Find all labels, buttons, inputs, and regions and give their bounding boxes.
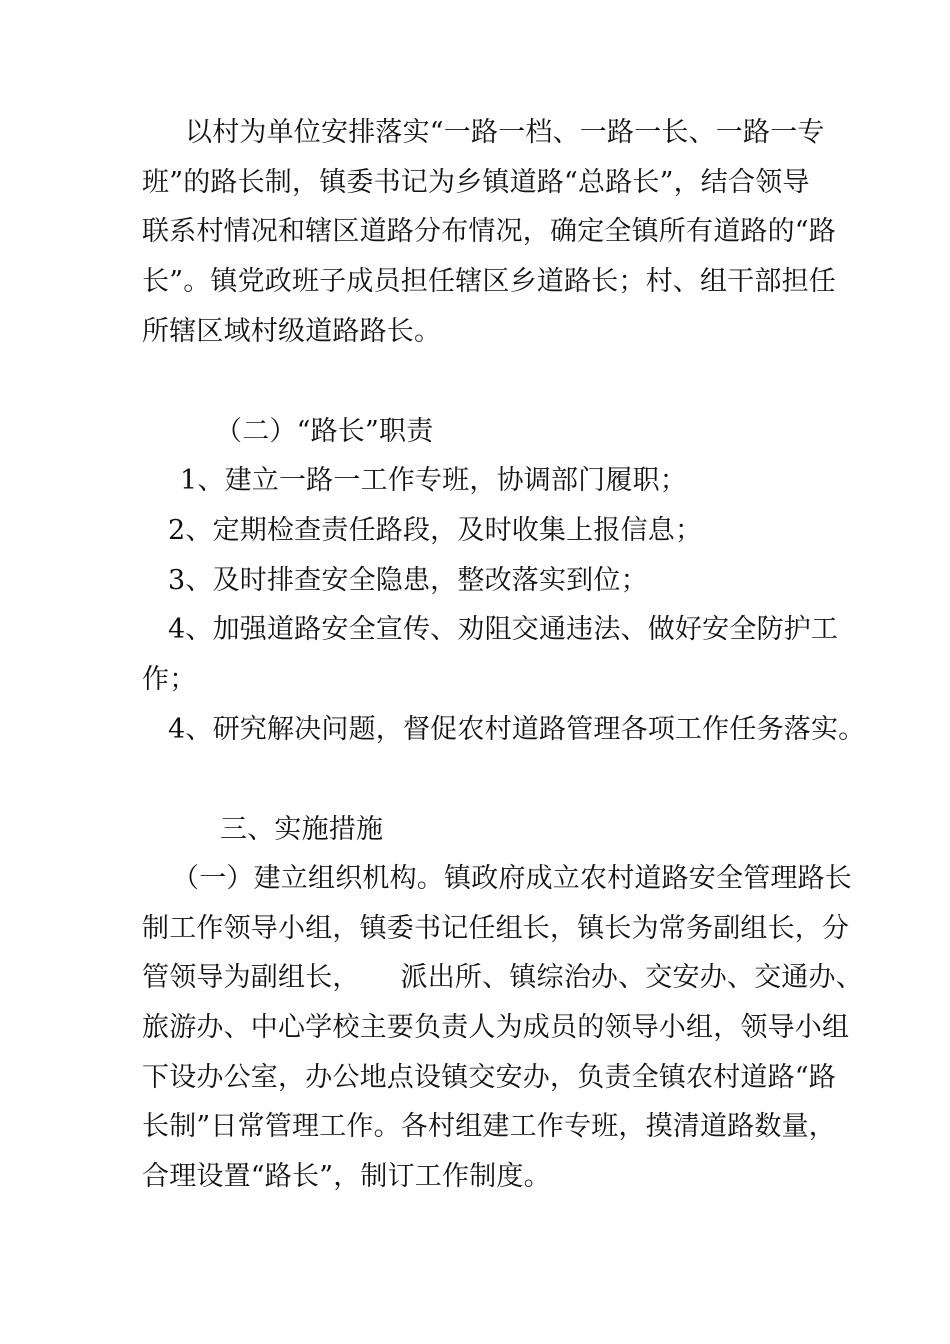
paragraph-1-line-5: 所辖区域村级道路路长。 <box>142 316 442 347</box>
duty-item-3: 3、及时排查安全隐患，整改落实到位； <box>168 565 648 596</box>
paragraph-1-line-2: 班”的路长制，镇委书记为乡镇道路“总路长”，结合领导 <box>142 167 810 198</box>
measures-line-3: 管领导为副组长， 派出所、镇综治办、交安办、交通办、 <box>142 962 863 993</box>
measures-line-5: 下设办公室，办公地点设镇交安办，负责全镇农村道路“路 <box>142 1062 837 1093</box>
measures-line-2: 制工作领导小组，镇委书记任组长，镇长为常务副组长，分 <box>142 913 850 944</box>
measures-line-7: 合理设置“路长”，制订工作制度。 <box>142 1161 551 1192</box>
measures-line-6: 长制”日常管理工作。各村组建工作专班，摸清道路数量， <box>142 1111 837 1142</box>
section-3-heading: 三、实施措施 <box>220 814 384 845</box>
paragraph-1-line-3: 联系村情况和辖区道路分布情况，确定全镇所有道路的“路 <box>142 216 837 247</box>
duty-item-4-continued: 作； <box>142 664 197 695</box>
duty-item-5: 4、研究解决问题，督促农村道路管理各项工作任务落实。 <box>168 714 866 745</box>
paragraph-1-line-4: 长”。镇党政班子成员担任辖区乡道路长；村、组干部担任 <box>142 266 837 297</box>
duty-item-4: 4、加强道路安全宣传、劝阻交通违法、做好安全防护工 <box>168 614 839 645</box>
measures-line-4: 旅游办、中心学校主要负责人为成员的领导小组，领导小组 <box>142 1012 850 1043</box>
paragraph-1-line-1: 以村为单位安排落实“一路一档、一路一长、一路一专 <box>185 117 825 148</box>
duty-item-1: 1、建立一路一工作专班，协调部门履职； <box>180 465 687 496</box>
section-2-heading: （二）“路长”职责 <box>215 416 434 447</box>
measures-line-1: （一）建立组织机构。镇政府成立农村道路安全管理路长 <box>172 863 852 894</box>
duty-item-2: 2、定期检查责任路段，及时收集上报信息； <box>168 515 703 546</box>
